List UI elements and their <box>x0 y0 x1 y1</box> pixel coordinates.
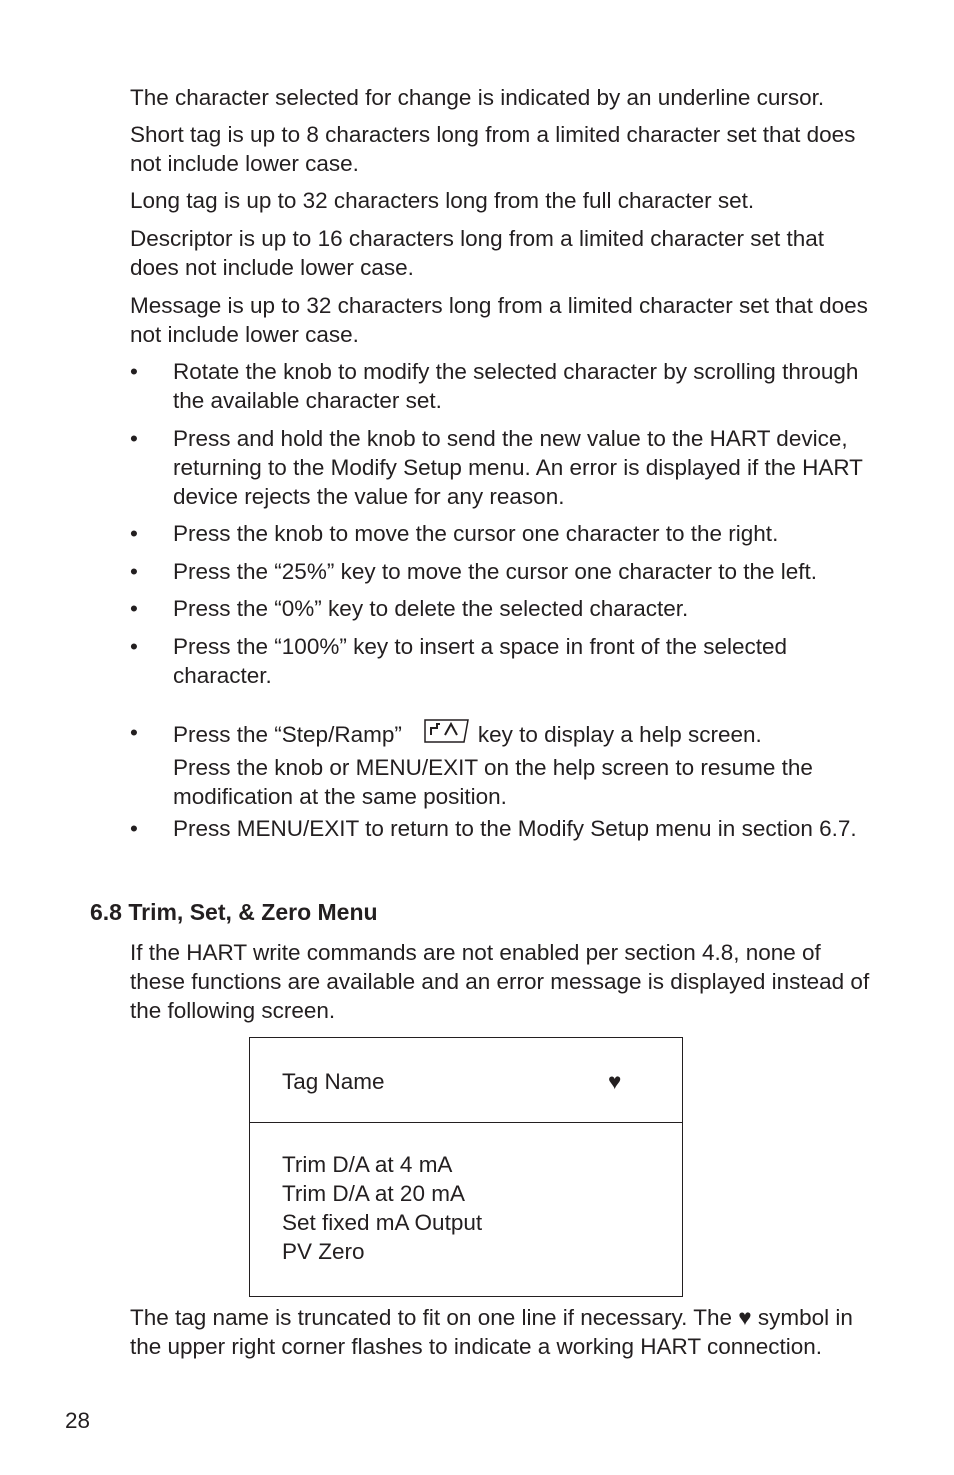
heart-icon: ♥ <box>608 1069 622 1094</box>
step-ramp-key-icon <box>422 718 472 753</box>
bullet-item-0-key <box>130 594 870 623</box>
bullet-text: Press and hold the knob to send the new value to the HART device, returning to the Modify Setup menu. An error is displayed if the HART device rejects the value for any reason. <box>173 426 863 509</box>
step-bullet-rest: Press the knob or MENU/EXIT on the help screen to resume the modification at the same position. <box>173 755 813 809</box>
bullet-item-25-key <box>130 557 870 586</box>
display-screen <box>249 1037 683 1297</box>
menu-item-pv-zero[interactable]: PV Zero <box>282 1239 365 1264</box>
page-number: 28 <box>65 1408 91 1433</box>
bullet-item-menu-exit <box>130 814 870 843</box>
bullet-text: Press MENU/EXIT to return to the Modify Setup menu in section 6.7. <box>173 816 857 841</box>
paragraph-long-tag: Long tag is up to 32 characters long from the full character set. <box>130 188 755 213</box>
bullet-dot: • <box>130 634 138 659</box>
bullet-item-rotate <box>130 357 870 415</box>
tag-name-label: Tag Name <box>282 1069 385 1094</box>
bullet-text: Rotate the knob to modify the selected character by scrolling through the available character set. <box>173 359 859 413</box>
paragraph-short-tag: Short tag is up to 8 characters long from a limited character set that does not include lower case. <box>130 122 856 176</box>
menu-item-set-fixed-output[interactable]: Set fixed mA Output <box>282 1210 483 1235</box>
menu-item-trim-4ma[interactable]: Trim D/A at 4 mA <box>282 1152 453 1177</box>
bullet-dot: • <box>130 426 138 451</box>
bullet-dot: • <box>130 521 138 546</box>
bullet-dot: • <box>130 559 138 584</box>
step-bullet-after: key to display a help screen. <box>477 722 762 747</box>
bullet-text: Press the “100%” key to insert a space in front of the selected character. <box>173 634 788 688</box>
step-bullet-before: Press the “Step/Ramp” <box>173 722 402 747</box>
screen-header <box>250 1038 682 1123</box>
bullet-text: Press the knob to move the cursor one character to the right. <box>173 521 779 546</box>
paragraph-descriptor: Descriptor is up to 16 characters long from a limited character set that does not include lower case. <box>130 226 825 280</box>
bullet-text: Press the “25%” key to move the cursor one character to the left. <box>173 559 818 584</box>
bullet-dot: • <box>130 720 138 745</box>
bullet-item-step-ramp <box>130 718 870 811</box>
bullet-item-100-key <box>130 632 870 690</box>
closing-paragraph: The tag name is truncated to fit on one line if necessary. The ♥ symbol in the upper right corner flashes to indicate a working HART connection. <box>130 1305 853 1359</box>
bullet-text <box>173 718 870 811</box>
paragraph-cursor: The character selected for change is indicated by an underline cursor. <box>130 85 825 110</box>
bullet-dot: • <box>130 359 138 384</box>
bullet-item-press-hold <box>130 424 870 511</box>
paragraph-message: Message is up to 32 characters long from a limited character set that does not include lower case. <box>130 293 868 347</box>
bullet-item-press-knob <box>130 519 870 548</box>
section-heading: 6.8 Trim, Set, & Zero Menu <box>90 899 378 925</box>
bullet-dot: • <box>130 816 138 841</box>
bullet-dot: • <box>130 596 138 621</box>
menu-list <box>282 1150 482 1266</box>
menu-item-trim-20ma[interactable]: Trim D/A at 20 mA <box>282 1181 465 1206</box>
section-intro: If the HART write commands are not enabled per section 4.8, none of these functions are available and an error message is displayed instead of the following screen. <box>130 940 870 1023</box>
bullet-text: Press the “0%” key to delete the selected character. <box>173 596 689 621</box>
